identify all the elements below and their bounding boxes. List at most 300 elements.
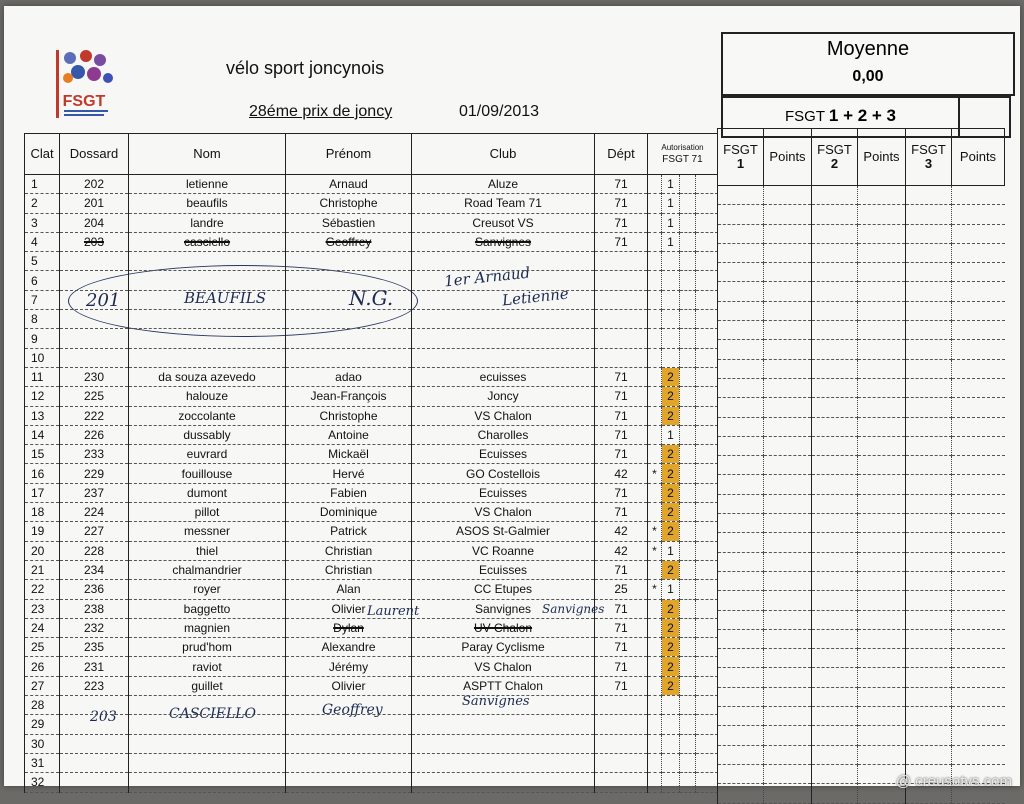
cell-auth-mark — [648, 560, 662, 579]
cell-auth-extra — [696, 194, 718, 213]
cell-prenom-text: Christian — [324, 543, 373, 558]
table-row — [25, 329, 718, 348]
points-row — [718, 649, 1005, 668]
cell-auth-extra — [680, 773, 696, 792]
cell-dept-text: 71 — [614, 620, 628, 635]
cell-clat-text: 29 — [31, 717, 45, 732]
cell-dept — [595, 232, 648, 251]
cell-dept — [595, 522, 648, 541]
fsgt-combo-value: 1 + 2 + 3 — [828, 106, 897, 125]
cell-club-text: Joncy — [487, 389, 519, 404]
cell-clat-text: 31 — [31, 756, 45, 771]
cell-auth-extra — [680, 522, 696, 541]
cell-auth-cat — [662, 753, 680, 772]
points-cell — [764, 224, 812, 243]
points-cell — [906, 243, 952, 262]
cell-prenom — [286, 773, 412, 792]
points-cell — [858, 205, 906, 224]
points-cell — [906, 514, 952, 533]
cell-auth-cat — [662, 503, 680, 522]
cell-prenom — [286, 425, 412, 444]
cell-nom — [129, 580, 286, 599]
cell-auth-mark-text: * — [652, 524, 657, 539]
points-cell — [764, 321, 812, 340]
cell-club-text: Creusot VS — [472, 215, 534, 230]
cell-auth-cat-text: 2 — [667, 620, 674, 635]
cell-clat-text: 30 — [31, 736, 45, 751]
cell-nom-text: chalmandrier — [172, 563, 242, 578]
cell-dept-text: 42 — [614, 466, 628, 481]
table-row — [25, 715, 718, 734]
cell-auth-mark — [648, 696, 662, 715]
cell-nom-text: guillet — [191, 678, 223, 693]
cell-auth-extra — [680, 464, 696, 483]
cell-club-text: ASOS St-Galmier — [455, 524, 551, 539]
cell-clat-text: 3 — [31, 215, 38, 230]
header-authorisation — [648, 134, 718, 175]
points-cell — [906, 571, 952, 590]
cell-club — [412, 560, 595, 579]
cell-auth-mark — [648, 773, 662, 792]
cell-nom-text: halouze — [185, 389, 229, 404]
cell-auth-cat-text: 2 — [667, 640, 674, 655]
cell-prenom — [286, 194, 412, 213]
points-row — [718, 591, 1005, 610]
cell-club-text: Aluze — [487, 177, 519, 192]
points-cell — [718, 321, 764, 340]
cell-nom — [129, 445, 286, 464]
average-label: Moyenne — [826, 38, 910, 60]
cell-club — [412, 175, 595, 194]
cell-nom — [129, 406, 286, 425]
cell-auth-extra — [696, 503, 718, 522]
cell-prenom — [286, 329, 412, 348]
points-row — [718, 552, 1005, 571]
points-row — [718, 707, 1005, 726]
cell-nom-text: magnien — [183, 620, 231, 635]
cell-auth-extra — [696, 367, 718, 386]
cell-clat-text: 4 — [31, 235, 38, 250]
cell-auth-mark — [648, 406, 662, 425]
cell-prenom — [286, 734, 412, 753]
points-cell — [906, 629, 952, 648]
hand-row24-club: Sanvignes — [542, 602, 605, 616]
cell-auth-cat — [662, 213, 680, 232]
cell-auth-extra — [680, 271, 696, 290]
fsgt-2-number: 2 — [830, 156, 839, 171]
points-cell — [952, 475, 1005, 494]
cell-club — [412, 773, 595, 792]
cell-auth-cat-text: 2 — [667, 370, 674, 385]
points-cell — [718, 475, 764, 494]
cell-auth-cat-text: 2 — [667, 563, 674, 578]
cell-prenom — [286, 175, 412, 194]
cell-auth-cat-text: 2 — [667, 447, 674, 462]
cell-auth-cat-text: 1 — [667, 428, 674, 442]
points-cell — [906, 205, 952, 224]
cell-nom — [129, 213, 286, 232]
cell-prenom-text: Fabien — [330, 485, 367, 500]
cell-dossard — [60, 560, 129, 579]
points-row — [718, 205, 1005, 224]
points-cell — [764, 243, 812, 262]
points-cell — [718, 340, 764, 359]
cell-club — [412, 618, 595, 637]
cell-nom — [129, 483, 286, 502]
points-cell — [906, 417, 952, 436]
cell-clat — [25, 329, 60, 348]
points-cell — [718, 649, 764, 668]
points-cell — [858, 243, 906, 262]
cell-nom — [129, 367, 286, 386]
points-cell — [718, 629, 764, 648]
points-cell — [812, 224, 858, 243]
points-row — [718, 436, 1005, 455]
fsgt-2-top: FSGT — [817, 142, 852, 157]
points-cell — [906, 668, 952, 687]
cell-club — [412, 271, 595, 290]
points-cell — [764, 687, 812, 706]
cell-clat — [25, 715, 60, 734]
cell-dossard — [60, 753, 129, 772]
points-cell — [764, 340, 812, 359]
cell-prenom — [286, 599, 412, 618]
header-fsgt-2 — [812, 129, 858, 186]
hand-row29-nom: CASCIELLO — [169, 706, 256, 722]
cell-clat — [25, 406, 60, 425]
cell-auth-extra — [696, 599, 718, 618]
points-cell — [764, 378, 812, 397]
cell-club — [412, 387, 595, 406]
table-row — [25, 541, 718, 560]
table-header-row — [25, 134, 718, 175]
cell-prenom-text: Olivier — [331, 601, 366, 616]
cell-prenom — [286, 387, 412, 406]
cell-clat — [25, 696, 60, 715]
points-cell — [812, 533, 858, 552]
points-cell — [764, 494, 812, 513]
points-cell — [764, 784, 812, 803]
points-cell — [858, 398, 906, 417]
cell-auth-extra — [696, 580, 718, 599]
cell-auth-extra — [696, 753, 718, 772]
cell-prenom — [286, 310, 412, 329]
cell-dept — [595, 503, 648, 522]
cell-auth-extra — [680, 367, 696, 386]
cell-auth-cat — [662, 715, 680, 734]
table-row — [25, 387, 718, 406]
cell-dossard — [60, 232, 129, 251]
cell-prenom-text: Mickaël — [328, 447, 369, 462]
cell-auth-extra — [680, 290, 696, 309]
points-cell — [812, 629, 858, 648]
points-cell — [906, 340, 952, 359]
fsgt-header-row — [718, 129, 1005, 186]
cell-auth-cat-text: 2 — [667, 659, 674, 674]
cell-clat — [25, 773, 60, 792]
cell-club — [412, 406, 595, 425]
cell-clat-text: 7 — [31, 292, 38, 307]
cell-nom-text: beaufils — [186, 196, 228, 211]
points-cell — [858, 610, 906, 629]
cell-auth-extra — [680, 310, 696, 329]
cell-auth-mark — [648, 194, 662, 213]
points-cell — [906, 224, 952, 243]
cell-club — [412, 696, 595, 715]
cell-clat-text: 14 — [31, 428, 45, 442]
cell-dossard-text: 222 — [83, 408, 105, 423]
cell-prenom — [286, 213, 412, 232]
points-cell — [764, 456, 812, 475]
cell-prenom — [286, 541, 412, 560]
points-cell — [718, 243, 764, 262]
points-cell — [906, 378, 952, 397]
cell-auth-cat-text: 2 — [667, 408, 674, 423]
cell-auth-mark — [648, 445, 662, 464]
cell-nom — [129, 734, 286, 753]
points-cell — [764, 591, 812, 610]
cell-auth-cat-text: 1 — [667, 582, 674, 597]
points-cell — [718, 282, 764, 301]
points-cell — [812, 552, 858, 571]
points-cell — [952, 745, 1005, 764]
cell-auth-cat-text: 2 — [667, 505, 674, 520]
cell-auth-cat — [662, 290, 680, 309]
cell-nom-text: casciello — [183, 235, 231, 250]
cell-club — [412, 310, 595, 329]
cell-prenom — [286, 348, 412, 367]
cell-dossard — [60, 367, 129, 386]
cell-dept-text: 42 — [614, 543, 628, 558]
cell-auth-cat — [662, 773, 680, 792]
cell-nom — [129, 290, 286, 309]
points-cell — [812, 591, 858, 610]
cell-dossard-text: 231 — [83, 659, 105, 674]
cell-auth-cat — [662, 232, 680, 251]
points-cell — [906, 552, 952, 571]
cell-dossard-text: 232 — [83, 620, 105, 635]
table-row — [25, 503, 718, 522]
points-cell — [812, 282, 858, 301]
cell-dept — [595, 734, 648, 753]
points-cell — [952, 552, 1005, 571]
points-cell — [812, 417, 858, 436]
table-row — [25, 618, 718, 637]
cell-dossard-text: 235 — [83, 640, 105, 655]
cell-auth-extra — [696, 773, 718, 792]
points-cell — [812, 263, 858, 282]
cell-auth-extra — [696, 522, 718, 541]
points-cell — [952, 649, 1005, 668]
cell-dossard-text: 234 — [83, 563, 105, 578]
cell-dossard — [60, 657, 129, 676]
cell-nom-text: pillot — [194, 505, 220, 520]
cell-prenom-text: Antoine — [328, 428, 369, 442]
cell-auth-mark — [648, 425, 662, 444]
table-row — [25, 367, 718, 386]
cell-clat — [25, 541, 60, 560]
cell-club — [412, 599, 595, 618]
points-cell — [764, 263, 812, 282]
hand-row7-prenom: N.G. — [349, 286, 394, 310]
table-row — [25, 406, 718, 425]
cell-dept — [595, 657, 648, 676]
cell-dept-text: 71 — [614, 485, 628, 500]
cell-dossard — [60, 348, 129, 367]
hand-row29-club: Sanvignes — [462, 694, 530, 709]
table-row — [25, 773, 718, 792]
points-cell — [906, 301, 952, 320]
cell-auth-cat — [662, 560, 680, 579]
points-cell — [952, 417, 1005, 436]
points-cell — [858, 591, 906, 610]
points-cell — [812, 494, 858, 513]
points-row — [718, 726, 1005, 745]
cell-club-text: ASPTT Chalon — [463, 678, 543, 693]
cell-auth-extra — [680, 387, 696, 406]
fsgt-label: FSGT — [784, 108, 825, 125]
cell-nom — [129, 715, 286, 734]
cell-nom-text: dussably — [183, 428, 231, 442]
cell-prenom — [286, 252, 412, 271]
points-cell — [764, 552, 812, 571]
cell-dossard — [60, 734, 129, 753]
header-fsgt-1 — [718, 129, 764, 186]
points-cell — [952, 436, 1005, 455]
cell-club-text: Road Team 71 — [464, 196, 542, 211]
cell-auth-cat — [662, 348, 680, 367]
cell-dept-text: 71 — [614, 235, 628, 250]
points-cell — [764, 398, 812, 417]
points-cell — [812, 668, 858, 687]
cell-clat-text: 27 — [31, 678, 45, 693]
points-cell — [718, 378, 764, 397]
cell-auth-cat — [662, 252, 680, 271]
points-cell — [812, 784, 858, 803]
table-row — [25, 464, 718, 483]
cell-auth-extra — [680, 560, 696, 579]
points-row — [718, 533, 1005, 552]
points-cell — [764, 610, 812, 629]
cell-dossard-text: 226 — [83, 428, 105, 442]
cell-dossard — [60, 541, 129, 560]
points-cell — [858, 649, 906, 668]
watermark: @ creusotvs.com — [895, 773, 1012, 790]
cell-auth-cat-text: 1 — [667, 543, 674, 558]
cell-nom — [129, 638, 286, 657]
cell-clat — [25, 367, 60, 386]
cell-auth-extra — [680, 715, 696, 734]
cell-auth-extra — [680, 406, 696, 425]
points-cell — [718, 224, 764, 243]
cell-clat-text: 6 — [31, 273, 38, 288]
points-cell — [812, 475, 858, 494]
points-cell — [812, 610, 858, 629]
points-cell — [952, 707, 1005, 726]
points-cell — [764, 668, 812, 687]
cell-auth-cat-text: 2 — [667, 485, 674, 500]
cell-auth-cat — [662, 329, 680, 348]
points-cell — [952, 359, 1005, 378]
hand-winner-note-line1: 1er Arnaud — [443, 263, 531, 291]
table-row — [25, 425, 718, 444]
points-cell — [906, 436, 952, 455]
points-cell — [858, 745, 906, 764]
cell-auth-cat — [662, 464, 680, 483]
cell-auth-extra — [696, 271, 718, 290]
cell-dossard-text: 237 — [83, 485, 105, 500]
hand-row29-prenom: Geoffrey — [322, 702, 383, 718]
cell-dossard — [60, 503, 129, 522]
points-cell — [906, 282, 952, 301]
cell-nom-text: euvrard — [186, 447, 228, 462]
points-row — [718, 186, 1005, 205]
auth-header-line2: FSGT 71 — [662, 154, 703, 165]
cell-auth-cat — [662, 696, 680, 715]
cell-prenom-text: Christian — [324, 563, 373, 578]
cell-dossard — [60, 329, 129, 348]
table-row — [25, 310, 718, 329]
cell-nom — [129, 522, 286, 541]
cell-club — [412, 232, 595, 251]
cell-clat — [25, 503, 60, 522]
cell-prenom — [286, 696, 412, 715]
table-row — [25, 657, 718, 676]
cell-dossard-text: 233 — [83, 447, 105, 462]
cell-dossard — [60, 483, 129, 502]
points-cell — [858, 186, 906, 205]
cell-clat — [25, 387, 60, 406]
cell-club — [412, 464, 595, 483]
race-date: 01/09/2013 — [459, 103, 540, 120]
header-points-1: Points — [764, 129, 812, 186]
points-cell — [952, 263, 1005, 282]
cell-auth-extra — [696, 213, 718, 232]
cell-nom — [129, 175, 286, 194]
points-cell — [952, 398, 1005, 417]
table-row — [25, 638, 718, 657]
fsgt-1-number: 1 — [736, 156, 745, 171]
points-cell — [764, 726, 812, 745]
cell-dept-text: 71 — [614, 177, 628, 192]
cell-clat — [25, 753, 60, 772]
cell-nom-text: letienne — [185, 177, 229, 192]
cell-dept — [595, 560, 648, 579]
cell-dept-text: 71 — [614, 678, 628, 693]
cell-dept — [595, 753, 648, 772]
cell-club — [412, 734, 595, 753]
points-row — [718, 668, 1005, 687]
cell-auth-cat-text: 1 — [667, 215, 674, 230]
cell-nom — [129, 657, 286, 676]
table-row — [25, 522, 718, 541]
points-cell — [952, 571, 1005, 590]
cell-auth-extra — [680, 213, 696, 232]
points-cell — [718, 456, 764, 475]
cell-nom — [129, 676, 286, 695]
points-cell — [718, 726, 764, 745]
points-cell — [906, 726, 952, 745]
cell-dept — [595, 310, 648, 329]
cell-club — [412, 252, 595, 271]
cell-dept — [595, 541, 648, 560]
points-cell — [764, 514, 812, 533]
cell-auth-extra — [696, 310, 718, 329]
points-cell — [812, 398, 858, 417]
cell-prenom — [286, 580, 412, 599]
points-cell — [952, 514, 1005, 533]
cell-dossard-text: 238 — [83, 601, 105, 616]
